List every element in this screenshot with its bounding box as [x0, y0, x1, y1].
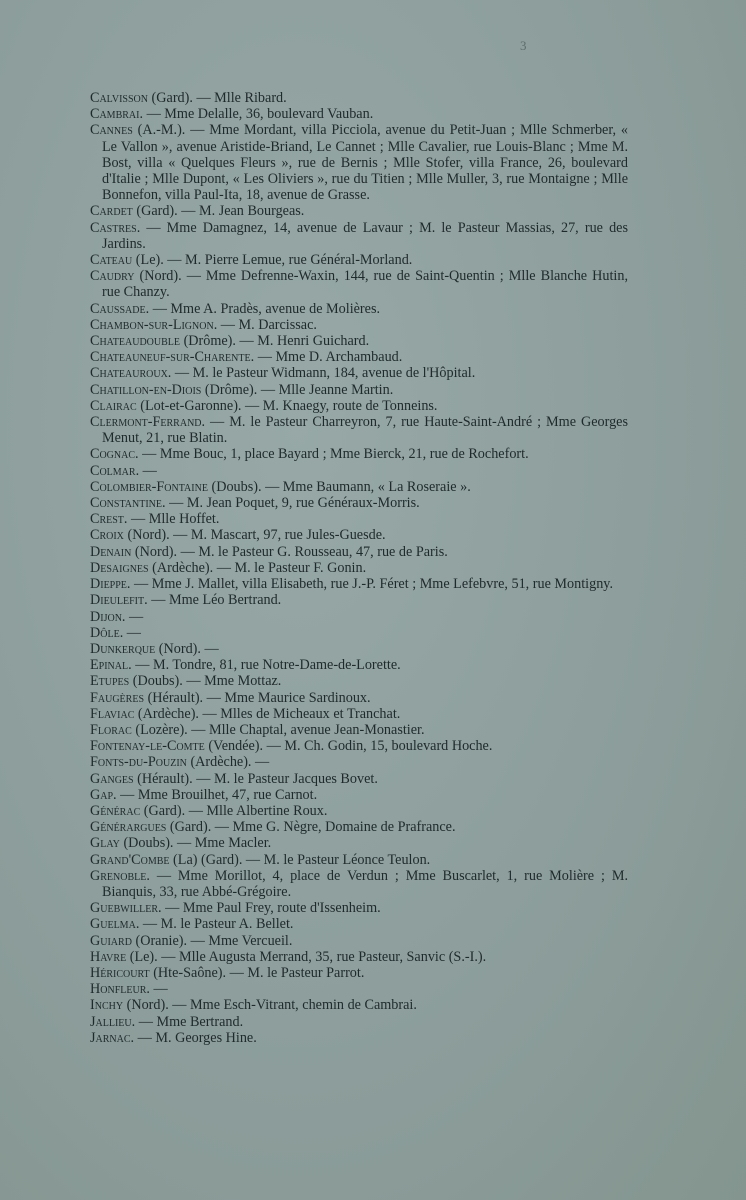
town-name: Clermont-Ferrand [90, 414, 202, 431]
town-name: Castres [90, 219, 137, 236]
entry-details: . — Mme Morillot, 4, place de Verdun ; Mme Buscarlet, 1, rue Molière ; M. Bianquis, 33, rue Abbé-Grégoire. [102, 867, 628, 900]
town-name: Colombier-Fontaine [90, 478, 208, 495]
town-name: Cardet [90, 203, 133, 220]
entry-details: (Gard). — Mme G. Nègre, Domaine de Prafrance. [166, 819, 456, 836]
town-name: Fontenay-le-Comte [90, 738, 205, 755]
town-name: Ganges [90, 770, 134, 787]
entry-details: (Lot-et-Garonne). — M. Knaegy, route de Tonneins. [136, 397, 438, 414]
entry-details: (Nord). — M. le Pasteur G. Rousseau, 47, rue de Paris. [131, 543, 448, 560]
directory-entry [90, 203, 628, 219]
directory-entry [90, 414, 628, 446]
town-name: Grand'Combe [90, 851, 170, 868]
entry-details: (Hte-Saône). — M. le Pasteur Parrot. [149, 964, 365, 981]
entry-details: . — Mme Brouilhet, 47, rue Carnot. [113, 786, 318, 803]
entry-details: (Hérault). — M. le Pasteur Jacques Bovet. [133, 770, 378, 787]
town-name: Honfleur [90, 981, 147, 998]
entry-details: (Nord). — Mme Esch-Vitrant, chemin de Cambrai. [123, 997, 417, 1014]
town-name: Jarnac [90, 1029, 131, 1046]
entry-details: (Gard). — Mlle Albertine Roux. [140, 802, 328, 819]
town-name: Générargues [90, 819, 167, 836]
directory-entry [90, 382, 628, 398]
town-name: Cognac [90, 446, 136, 463]
entry-details: (La) (Gard). — M. le Pasteur Léonce Teulon. [169, 851, 431, 868]
directory-entry [90, 738, 628, 754]
town-name: Chatillon-en-Diois [90, 381, 202, 398]
entry-details: (Le). — M. Pierre Lemue, rue Général-Morland. [132, 252, 413, 269]
entry-details: . — M. le Pasteur Widmann, 184, avenue de l'Hôpital. [167, 365, 476, 382]
entry-details: . — M. Georges Hine. [130, 1029, 257, 1046]
directory-entry [90, 625, 628, 641]
entry-details: . — [146, 981, 168, 998]
town-name: Glay [90, 835, 120, 852]
entry-details: (Nord). — M. Mascart, 97, rue Jules-Guesde. [123, 527, 386, 544]
directory-entry [90, 527, 628, 543]
entry-details: . — Mme A. Pradès, avenue de Molières. [145, 300, 381, 317]
town-name: Faugères [90, 689, 145, 706]
town-name: Dôle [90, 624, 120, 641]
town-name: Fonts-du-Pouzin [90, 754, 187, 771]
entry-details: (Drôme). — Mlle Jeanne Martin. [201, 381, 394, 398]
town-name: Cambrai [90, 106, 140, 123]
town-name: Cannes [90, 122, 133, 139]
entry-details: (Hérault). — Mme Maurice Sardinoux. [144, 689, 371, 706]
town-name: Dieppe [90, 576, 127, 593]
directory-entry [90, 333, 628, 349]
directory-entry [90, 365, 628, 381]
entry-details: . — Mlle Hoffet. [123, 511, 220, 528]
town-name: Denain [90, 543, 132, 560]
town-name: Caudry [90, 268, 135, 285]
entry-details: (Ardèche). — [186, 754, 270, 771]
entry-details: . — Mme Delalle, 36, boulevard Vauban. [139, 106, 374, 123]
entry-details: . — M. Jean Poquet, 9, rue Généraux-Morris. [162, 495, 420, 512]
entry-details: . — Mme Léo Bertrand. [144, 592, 282, 609]
town-name: Crest [90, 511, 124, 528]
entry-details: (Lozère). — Mlle Chaptal, avenue Jean-Monastier. [131, 721, 425, 738]
directory-entry [90, 1014, 628, 1030]
entry-details: (A.-M.). — Mme Mordant, villa Picciola, avenue du Petit-Juan ; Mlle Schmerber, « Le Vallon », avenue Aristide-Briand, Le Cannet ; Mlle Cavalier, rue Louis-Blanc ; Mme M. Bost, villa « Quelques Fleurs », rue de Bernis ; Mlle Stofer, villa France, 26, boulevard d'Italie ; Mlle Dupont, « Les Oliviers », rue du Titien ; Mlle Muller, 3, rue Montaigne ; Mlle Bonnefon, villa Paul-Ita, 18, avenue de Grasse. [102, 122, 628, 204]
directory-entry [90, 398, 628, 414]
town-name: Chateauroux [90, 365, 168, 382]
directory-list [90, 90, 628, 1046]
directory-entry [90, 868, 628, 900]
directory-entry [90, 106, 628, 122]
town-name: Croix [90, 527, 124, 544]
directory-entry [90, 90, 628, 106]
directory-entry [90, 560, 628, 576]
entry-details: . — Mme Bertrand. [131, 1013, 244, 1030]
directory-entry [90, 852, 628, 868]
directory-entry [90, 722, 628, 738]
entry-details: (Le). — Mlle Augusta Merrand, 35, rue Pasteur, Sanvic (S.-I.). [126, 948, 487, 965]
entry-details: . — M. Tondre, 81, rue Notre-Dame-de-Lorette. [128, 657, 401, 674]
entry-details: . — Mme Paul Frey, route d'Issenheim. [158, 900, 381, 917]
town-name: Grenoble [90, 867, 147, 884]
directory-entry [90, 463, 628, 479]
town-name: Havre [90, 948, 127, 965]
entry-details: . — M. le Pasteur A. Bellet. [135, 916, 294, 933]
town-name: Colmar [90, 462, 136, 479]
directory-entry [90, 122, 628, 203]
entry-details: (Vendée). — M. Ch. Godin, 15, boulevard Hoche. [204, 738, 493, 755]
town-name: Cateau [90, 252, 133, 269]
directory-entry [90, 609, 628, 625]
entry-details: . — M. Darcissac. [213, 316, 317, 333]
town-name: Guiard [90, 932, 132, 949]
directory-entry [90, 479, 628, 495]
town-name: Etupes [90, 673, 130, 690]
town-name: Chateauneuf-sur-Charente [90, 349, 251, 366]
town-name: Clairac [90, 397, 137, 414]
town-name: Dunkerque [90, 640, 156, 657]
town-name: Desaignes [90, 559, 149, 576]
directory-entry [90, 657, 628, 673]
town-name: Florac [90, 721, 132, 738]
entry-details: . — Mme Damagnez, 14, avenue de Lavaur ; M. le Pasteur Massias, 27, rue des Jardins. [102, 219, 628, 252]
entry-details: (Nord). — [155, 640, 219, 657]
directory-entry [90, 641, 628, 657]
entry-details: . — [119, 624, 141, 641]
directory-entry [90, 997, 628, 1013]
directory-entry [90, 787, 628, 803]
directory-entry [90, 771, 628, 787]
entry-details: (Doubs). — Mme Macler. [119, 835, 272, 852]
town-name: Caussade [90, 300, 146, 317]
entry-details: (Gard). — Mlle Ribard. [148, 90, 287, 106]
town-name: Calvisson [90, 90, 148, 106]
entry-details: . — Mme Bouc, 1, place Bayard ; Mme Bierck, 21, rue de Rochefort. [135, 446, 529, 463]
entry-details: . — Mme D. Archambaud. [250, 349, 403, 366]
directory-entry [90, 252, 628, 268]
entry-details: (Doubs). — Mme Baumann, « La Roseraie ». [207, 478, 471, 495]
directory-entry [90, 511, 628, 527]
directory-entry [90, 949, 628, 965]
directory-entry [90, 981, 628, 997]
town-name: Guelma [90, 916, 136, 933]
entry-details: . — M. le Pasteur Charreyron, 7, rue Haute-Saint-André ; Mme Georges Menut, 21, rue Blatin. [102, 414, 628, 447]
entry-details: (Gard). — M. Jean Bourgeas. [132, 203, 305, 220]
town-name: Constantine [90, 495, 162, 512]
directory-entry [90, 690, 628, 706]
directory-entry [90, 576, 628, 592]
entry-details: (Drôme). — M. Henri Guichard. [180, 333, 370, 350]
entry-details: . — Mme J. Mallet, villa Elisabeth, rue J.-P. Féret ; Mme Lefebvre, 51, rue Montigny. [126, 576, 614, 593]
entry-details: (Oranie). — Mme Vercueil. [131, 932, 293, 949]
entry-details: (Ardèche). — M. le Pasteur F. Gonin. [148, 559, 367, 576]
directory-entry [90, 592, 628, 608]
town-name: Générac [90, 802, 141, 819]
directory-entry [90, 268, 628, 300]
town-name: Dijon [90, 608, 122, 625]
town-name: Chateaudouble [90, 333, 181, 350]
directory-entry [90, 754, 628, 770]
page-number: 3 [520, 38, 527, 53]
directory-entry [90, 965, 628, 981]
directory-entry [90, 301, 628, 317]
town-name: Chambon-sur-Lignon [90, 316, 214, 333]
entry-details: . — [121, 608, 144, 625]
directory-entry [90, 673, 628, 689]
town-name: Inchy [90, 997, 124, 1014]
entry-details: (Doubs). — Mme Mottaz. [129, 673, 282, 690]
directory-entry [90, 446, 628, 462]
town-name: Flaviac [90, 705, 135, 722]
directory-entry [90, 349, 628, 365]
town-name: Gap [90, 786, 114, 803]
directory-entry [90, 900, 628, 916]
town-name: Héricourt [90, 964, 150, 981]
directory-entry [90, 706, 628, 722]
directory-entry [90, 317, 628, 333]
town-name: Dieulefit [90, 592, 145, 609]
directory-entry [90, 933, 628, 949]
entry-details: (Nord). — Mme Defrenne-Waxin, 144, rue de Saint-Quentin ; Mlle Blanche Hutin, rue Chanzy. [102, 268, 628, 301]
directory-entry [90, 819, 628, 835]
directory-entry [90, 495, 628, 511]
directory-entry [90, 1030, 628, 1046]
directory-entry [90, 916, 628, 932]
directory-entry [90, 220, 628, 252]
town-name: Jallieu [90, 1013, 132, 1030]
entry-details: (Ardèche). — Mlles de Micheaux et Tranchat. [134, 705, 401, 722]
directory-entry [90, 544, 628, 560]
entry-details: . — [135, 462, 157, 479]
directory-entry [90, 835, 628, 851]
directory-entry [90, 803, 628, 819]
town-name: Guebwiller [90, 900, 159, 917]
town-name: Epinal [90, 657, 129, 674]
